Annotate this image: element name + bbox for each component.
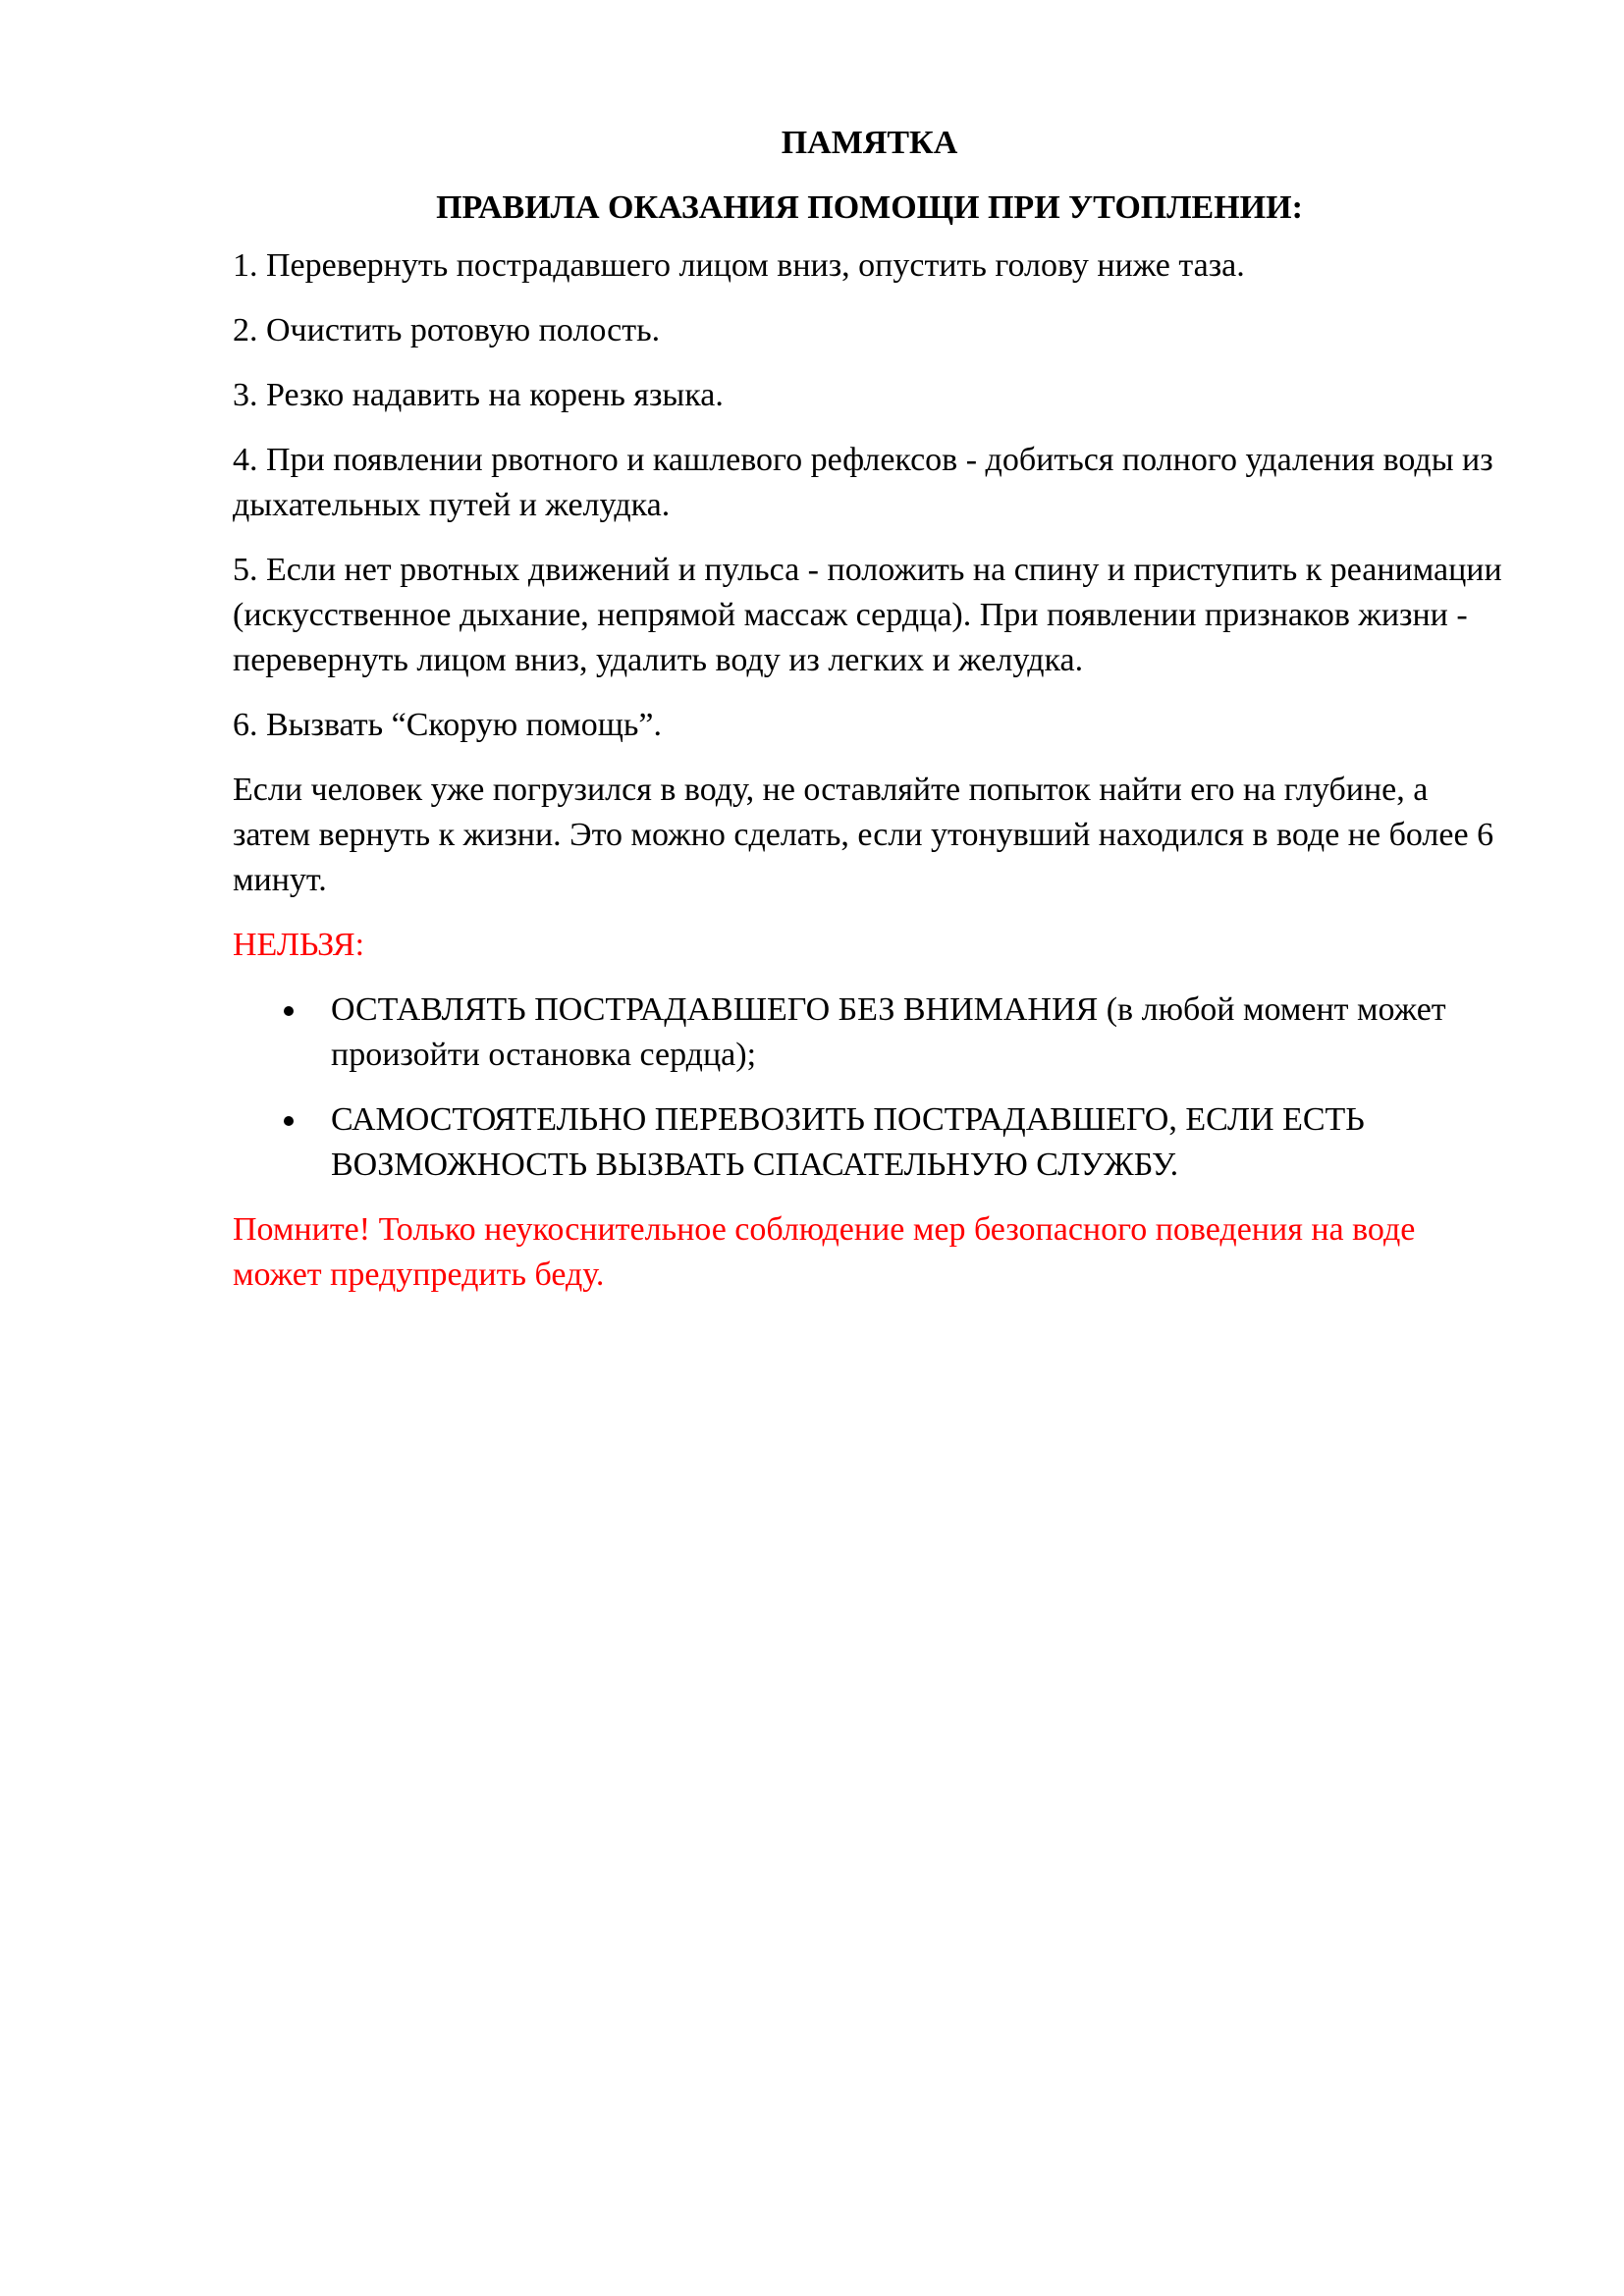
safety-reminder: Помните! Только неукоснительное соблюдение мер безопасного поведения на воде может предупредить беду. (233, 1211, 1416, 1293)
forbidden-item-1 (233, 988, 1506, 1078)
forbidden-heading: НЕЛЬЗЯ: (233, 927, 365, 963)
forbidden-list (233, 988, 1506, 1188)
forbidden-item-detail: (в любой момент может произойти остановка сердца); (331, 991, 1446, 1073)
document-subtitle: ПРАВИЛА ОКАЗАНИЯ ПОМОЩИ ПРИ УТОПЛЕНИИ: (436, 189, 1303, 226)
document-title: ПАМЯТКА (781, 125, 958, 161)
bullet-icon (284, 1116, 294, 1126)
forbidden-item-2 (233, 1097, 1506, 1188)
drowning-note: Если человек уже погрузился в воду, не оставляйте попыток найти его на глубине, а затем вернуть к жизни. Это можно сделать, если утонувший находился в воде не более 6 минут. (233, 772, 1494, 898)
step-6: 6. Вызвать “Скорую помощь”. (233, 707, 662, 743)
step-1: 1. Перевернуть пострадавшего лицом вниз, опустить голову ниже таза. (233, 247, 1245, 284)
forbidden-item-main: САМОСТОЯТЕЛЬНО ПЕРЕВОЗИТЬ ПОСТРАДАВШЕГО, ЕСЛИ ЕСТЬ ВОЗМОЖНОСТЬ ВЫЗВАТЬ СПАСАТЕЛЬНУЮ СЛУЖБУ. (331, 1101, 1365, 1183)
step-2: 2. Очистить ротовую полость. (233, 312, 661, 348)
bullet-icon (284, 1006, 294, 1016)
step-5: 5. Если нет рвотных движений и пульса - положить на спину и приступить к реанимации (искусственное дыхание, непрямой массаж сердца). При появлении признаков жизни - перевернуть лицом вниз, удалить воду из легких и желудка. (233, 552, 1502, 678)
forbidden-item-main: ОСТАВЛЯТЬ ПОСТРАДАВШЕГО БЕЗ ВНИМАНИЯ (331, 991, 1099, 1028)
step-3: 3. Резко надавить на корень языка. (233, 377, 724, 413)
step-4: 4. При появлении рвотного и кашлевого рефлексов - добиться полного удаления воды из дыхательных путей и желудка. (233, 442, 1493, 523)
